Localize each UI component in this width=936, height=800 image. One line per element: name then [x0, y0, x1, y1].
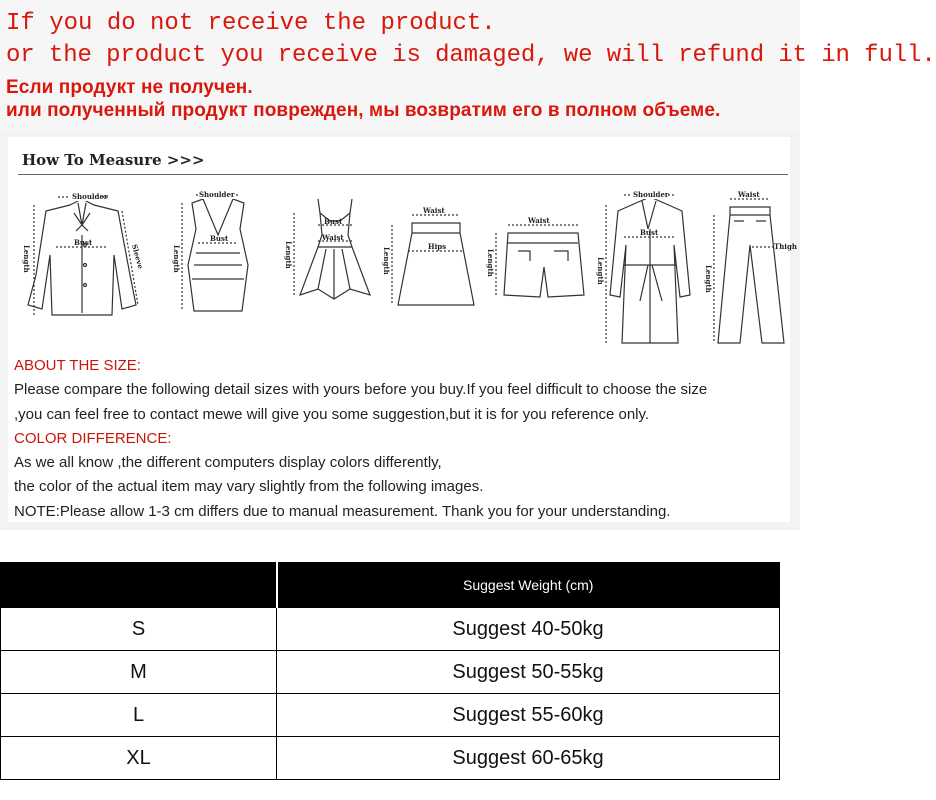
color-difference-heading: COLOR DIFFERENCE: [14, 429, 172, 447]
shorts-icon [486, 216, 584, 297]
weight-column-header: Suggest Weight (cm) [277, 563, 780, 608]
about-size-line-2: ,you can feel free to contact mewe will give you some suggestion,but it is for you reference only. [14, 405, 650, 423]
dress-icon [284, 199, 370, 299]
dress-bust-label: Bust [324, 217, 343, 226]
how-to-measure-title: How To Measure >>> [22, 151, 205, 169]
measurement-illustrations [18, 185, 798, 355]
refund-notice [0, 0, 936, 130]
skirt-icon [382, 206, 474, 305]
size-cell: L [1, 694, 277, 737]
title-divider [18, 174, 788, 175]
pants-length-label: Length [704, 265, 713, 293]
coat-length-label: Length [596, 257, 605, 285]
notice-line-1: If you do not receive the product. [6, 10, 496, 37]
coat-icon [596, 190, 690, 343]
skirt-hips-label: Hips [428, 242, 447, 251]
tank-top-icon [172, 190, 248, 311]
blouse-shoulder-label: Shoulder [72, 192, 108, 201]
pants-thigh-label: Thigh [774, 242, 797, 251]
size-cell: M [1, 651, 277, 694]
table-row [1, 737, 780, 780]
how-to-measure-card [8, 137, 797, 522]
color-difference-line-1: As we all know ,the different computers display colors differently, [14, 454, 442, 472]
shorts-waist-label: Waist [528, 216, 550, 225]
blouse-sleeve-label: Sleeve [130, 243, 146, 270]
skirt-length-label: Length [382, 247, 391, 275]
table-row [1, 651, 780, 694]
blouse-bust-label: Bust [74, 238, 93, 247]
shorts-length-label: Length [486, 249, 495, 277]
notice-line-2: or the product you receive is damaged, we will refund it in full. [6, 42, 936, 69]
size-cell: XL [1, 737, 277, 780]
about-size-line-1: Please compare the following detail sizes with yours before you buy.If you feel difficult to choose the size [14, 381, 708, 399]
skirt-waist-label: Waist [423, 206, 445, 215]
tank-length-label: Length [172, 245, 181, 273]
weight-cell: Suggest 60-65kg [277, 737, 780, 780]
tank-bust-label: Bust [210, 234, 229, 243]
size-column-header [1, 563, 277, 608]
how-to-measure-panel [0, 130, 800, 530]
dress-waist-label: Waist [322, 233, 344, 242]
dress-length-label: Length [284, 241, 293, 269]
size-info [14, 354, 794, 524]
weight-cell: Suggest 50-55kg [277, 651, 780, 694]
table-header-row [1, 563, 780, 608]
about-size-heading: ABOUT THE SIZE: [14, 357, 141, 374]
blouse-length-label: Length [22, 245, 31, 273]
tank-shoulder-label: Shoulder [199, 190, 235, 199]
weight-cell: Suggest 40-50kg [277, 608, 780, 651]
measurement-note: NOTE:Please allow 1-3 cm differs due to manual measurement. Thank you for your understanding. [14, 502, 671, 520]
size-cell: S [1, 608, 277, 651]
color-difference-line-2: the color of the actual item may vary slightly from the following images. [14, 478, 484, 496]
notice-line-3: Если продукт не получен. [6, 77, 253, 98]
notice-line-4: или полученный продукт поврежден, мы возвратим его в полном объеме. [6, 100, 721, 121]
blouse-icon [22, 192, 145, 315]
table-row [1, 608, 780, 651]
pants-waist-label: Waist [738, 190, 760, 199]
table-row [1, 694, 780, 737]
coat-shoulder-label: Shoulder [633, 190, 669, 199]
weight-cell: Suggest 55-60kg [277, 694, 780, 737]
size-weight-table [0, 562, 780, 780]
pants-icon [704, 190, 797, 343]
coat-bust-label: Bust [640, 228, 659, 237]
